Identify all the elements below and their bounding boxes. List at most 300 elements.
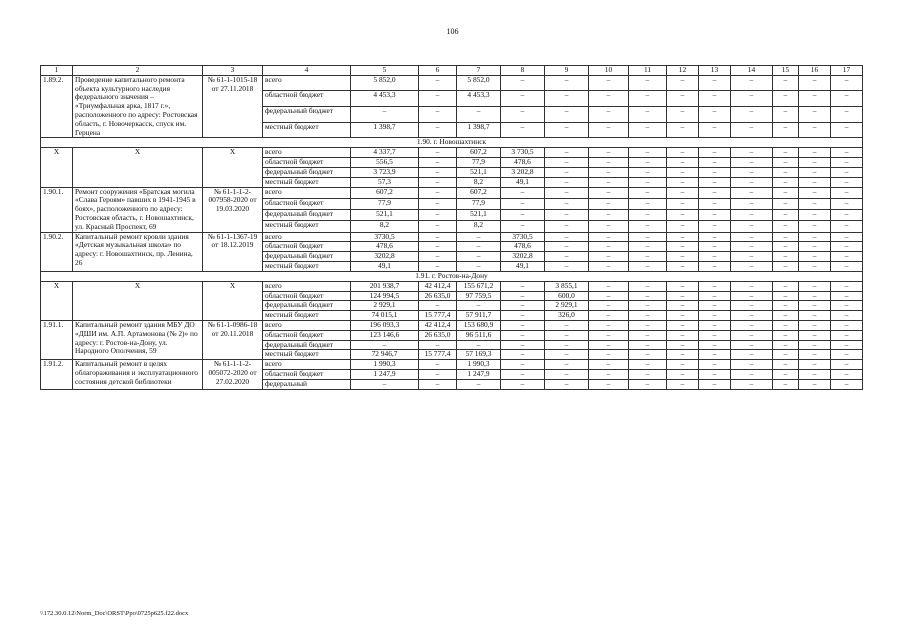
funding-source: федеральный бюджет [263,210,351,221]
value-cell: – [545,221,589,232]
value-cell: 5 852,0 [351,75,419,91]
value-cell: – [731,167,773,177]
value-cell: 57,3 [351,177,419,187]
value-cell: – [589,232,629,242]
funding-source: местный бюджет [263,350,351,360]
value-cell: – [351,379,419,389]
value-cell: – [545,320,589,330]
value-cell: 72 946,7 [351,350,419,360]
value-cell: 2 929,1 [545,301,589,311]
value-cell: – [699,122,731,138]
value-cell: – [667,232,699,242]
value-cell: 2 929,1 [351,301,419,311]
value-cell: – [589,107,629,123]
value-cell: 4 453,3 [351,91,419,107]
value-cell: – [501,187,545,198]
value-cell: – [667,91,699,107]
funding-source: всего [263,320,351,330]
value-cell: – [545,252,589,262]
value-cell: – [699,91,731,107]
item-code: № 61-1-1-2-007958-2020 от 19.03.2020 [203,187,263,232]
value-cell: – [629,221,667,232]
funding-source: областной бюджет [263,330,351,340]
value-cell: 124 994,5 [351,291,419,301]
value-cell: – [629,167,667,177]
value-cell: – [773,301,799,311]
value-cell: – [831,122,863,138]
value-cell: – [457,242,501,252]
value-cell: 77,9 [457,158,501,168]
funding-source: местный бюджет [263,311,351,321]
value-cell: – [545,350,589,360]
value-cell: – [667,311,699,321]
value-cell: – [589,369,629,379]
value-cell: – [831,261,863,271]
value-cell: – [629,320,667,330]
value-cell: 57 169,3 [457,350,501,360]
value-cell: – [799,330,831,340]
value-cell: – [699,158,731,168]
item-code: Х [203,281,263,320]
value-cell: – [419,91,457,107]
value-cell: – [773,320,799,330]
value-cell: – [731,210,773,221]
value-cell: – [831,242,863,252]
value-cell: – [799,252,831,262]
table-row [41,148,863,158]
value-cell: – [501,369,545,379]
value-cell: – [629,91,667,107]
funding-source: областной бюджет [263,91,351,107]
value-cell: – [831,379,863,389]
value-cell: 607,2 [457,148,501,158]
column-number: 4 [263,66,351,76]
value-cell: – [457,107,501,123]
value-cell: – [731,301,773,311]
value-cell: – [831,107,863,123]
value-cell: – [699,330,731,340]
value-cell: – [501,350,545,360]
value-cell: – [773,330,799,340]
value-cell: – [699,379,731,389]
value-cell: – [545,198,589,209]
value-cell: – [629,301,667,311]
item-number: Х [41,281,73,320]
value-cell: – [831,232,863,242]
value-cell: – [799,340,831,350]
item-number: 1.91.1. [41,320,73,359]
value-cell: – [773,177,799,187]
value-cell: – [667,379,699,389]
value-cell: – [773,148,799,158]
value-cell: 153 680,9 [457,320,501,330]
value-cell: – [773,291,799,301]
value-cell: – [773,167,799,177]
item-name: Капитальный ремонт здания МБУ ДО «ДШИ им. А.П. Артамонова (№ 2)» по адресу: г. Ростов-на-Дону, ул. Народного Ополчения, 59 [73,320,203,359]
value-cell: – [667,198,699,209]
value-cell: 478,6 [501,242,545,252]
value-cell: – [731,221,773,232]
value-cell: – [667,252,699,262]
value-cell: – [589,221,629,232]
value-cell: 49,1 [501,261,545,271]
value-cell: 3730,5 [501,232,545,242]
value-cell: – [545,232,589,242]
value-cell: – [773,122,799,138]
item-number: 1.90.2. [41,232,73,271]
value-cell: 77,9 [351,198,419,209]
footer-path: \\172.30.0.12\Norm_Doc\ORST\Ppo\0725p625.f22.docx [40,610,189,617]
value-cell: – [799,210,831,221]
value-cell: – [773,311,799,321]
value-cell: – [699,281,731,291]
value-cell: – [629,122,667,138]
value-cell: – [831,167,863,177]
value-cell: – [731,198,773,209]
value-cell: 8,2 [457,221,501,232]
value-cell: – [457,252,501,262]
item-name: Капитальный ремонт кровли здания «Детская музыкальная школа» по адресу: г. Новошахтинск, пр. Ленина, 26 [73,232,203,271]
item-name: Проведение капитального ремонта объекта культурного наследия федерального значения – «Триумфальная арка, 1817 г.», расположенного по адресу: Ростовская область, г. Новочеркасск, спуск им. Герцена [73,75,203,138]
funding-source: всего [263,148,351,158]
value-cell: – [831,198,863,209]
value-cell: – [419,167,457,177]
value-cell: – [831,360,863,370]
value-cell: – [501,91,545,107]
value-cell: – [699,360,731,370]
value-cell: – [419,148,457,158]
table-row [41,187,863,198]
value-cell: – [831,320,863,330]
value-cell: – [589,158,629,168]
item-code: № 61-1-0986-18 от 20.11.2018 [203,320,263,359]
value-cell: – [589,379,629,389]
funding-source: местный бюджет [263,122,351,138]
value-cell: – [831,350,863,360]
funding-source: местный бюджет [263,221,351,232]
value-cell: – [667,242,699,252]
value-cell: – [799,379,831,389]
budget-table [40,65,863,390]
value-cell: – [667,360,699,370]
value-cell: – [545,148,589,158]
value-cell: – [699,311,731,321]
value-cell: – [773,369,799,379]
value-cell: – [629,148,667,158]
value-cell: 4 337,7 [351,148,419,158]
value-cell: – [667,330,699,340]
column-number: 7 [457,66,501,76]
value-cell: – [419,301,457,311]
column-number: 17 [831,66,863,76]
funding-source: областной бюджет [263,291,351,301]
value-cell: – [501,122,545,138]
value-cell: – [457,379,501,389]
value-cell: – [831,187,863,198]
value-cell: 15 777,4 [419,350,457,360]
value-cell: – [501,291,545,301]
value-cell: – [773,107,799,123]
value-cell: – [545,379,589,389]
item-name: Х [73,148,203,187]
value-cell: – [667,177,699,187]
value-cell: – [799,350,831,360]
value-cell: – [731,252,773,262]
value-cell: 478,6 [351,242,419,252]
value-cell: 49,1 [501,177,545,187]
value-cell: 1 398,7 [351,122,419,138]
value-cell: – [731,187,773,198]
value-cell: – [501,360,545,370]
funding-source: всего [263,232,351,242]
value-cell: – [799,311,831,321]
column-number: 10 [589,66,629,76]
value-cell: 478,6 [501,158,545,168]
funding-source: всего [263,360,351,370]
value-cell: – [501,340,545,350]
value-cell: 15 777,4 [419,311,457,321]
value-cell: – [799,177,831,187]
value-cell: – [773,158,799,168]
value-cell: – [667,301,699,311]
value-cell: – [629,281,667,291]
value-cell: – [501,107,545,123]
value-cell: – [629,350,667,360]
value-cell: 77,9 [457,198,501,209]
column-number: 2 [73,66,203,76]
value-cell: – [545,210,589,221]
value-cell: – [799,122,831,138]
value-cell: – [545,360,589,370]
value-cell: – [667,369,699,379]
item-name: Х [73,281,203,320]
column-number: 9 [545,66,589,76]
value-cell: – [589,210,629,221]
value-cell: – [545,158,589,168]
value-cell: – [419,158,457,168]
funding-source: федеральный [263,379,351,389]
value-cell: – [589,91,629,107]
value-cell: – [419,261,457,271]
value-cell: – [667,187,699,198]
value-cell: – [419,369,457,379]
value-cell: – [831,281,863,291]
value-cell: – [731,320,773,330]
value-cell: – [457,340,501,350]
value-cell: – [799,198,831,209]
value-cell: – [667,167,699,177]
value-cell: – [699,75,731,91]
value-cell: – [629,340,667,350]
value-cell: – [545,369,589,379]
value-cell: – [419,210,457,221]
item-name: Капитальный ремонт в целях облагораживания и эксплуатационного состояния детской библиотеки [73,360,203,389]
value-cell: – [667,122,699,138]
value-cell: – [667,107,699,123]
value-cell: – [831,148,863,158]
value-cell: – [799,75,831,91]
value-cell: – [699,198,731,209]
column-number: 13 [699,66,731,76]
value-cell: 3 855,1 [545,281,589,291]
value-cell: – [731,311,773,321]
value-cell: – [589,167,629,177]
column-number: 5 [351,66,419,76]
value-cell: – [419,232,457,242]
column-number: 3 [203,66,263,76]
value-cell: – [731,291,773,301]
funding-source: областной бюджет [263,369,351,379]
value-cell: – [799,91,831,107]
section-title: 1.91. г. Ростов-на-Дону [41,271,863,281]
value-cell: 607,2 [457,187,501,198]
value-cell: – [699,167,731,177]
value-cell: – [545,340,589,350]
column-number-row [41,66,863,76]
value-cell: – [831,221,863,232]
value-cell: – [799,360,831,370]
value-cell: – [629,75,667,91]
value-cell: 4 453,3 [457,91,501,107]
value-cell: – [589,291,629,301]
item-code: Х [203,148,263,187]
value-cell: – [629,379,667,389]
value-cell: 3730,5 [351,232,419,242]
value-cell: – [773,261,799,271]
value-cell: – [629,261,667,271]
value-cell: – [419,75,457,91]
value-cell: 521,1 [457,210,501,221]
value-cell: – [501,281,545,291]
value-cell: – [419,198,457,209]
value-cell: – [773,252,799,262]
value-cell: – [699,177,731,187]
value-cell: – [831,369,863,379]
item-number: 1.91.2. [41,360,73,389]
value-cell: – [545,261,589,271]
column-number: 12 [667,66,699,76]
value-cell: 57 911,7 [457,311,501,321]
value-cell: – [831,158,863,168]
table-row [41,360,863,370]
funding-source: областной бюджет [263,198,351,209]
value-cell: – [501,221,545,232]
value-cell: – [589,148,629,158]
value-cell: – [831,177,863,187]
value-cell: 521,1 [351,210,419,221]
value-cell: – [699,210,731,221]
value-cell: – [629,232,667,242]
value-cell: – [773,360,799,370]
item-code: № 61-1-1-2-005072-2020 от 27.02.2020 [203,360,263,389]
funding-source: местный бюджет [263,261,351,271]
value-cell: – [589,242,629,252]
value-cell: – [351,107,419,123]
item-code: № 61-1-1367-19 от 18.12.2019 [203,232,263,271]
column-number: 16 [799,66,831,76]
value-cell: – [731,122,773,138]
value-cell: – [545,75,589,91]
value-cell: – [589,198,629,209]
value-cell: – [457,301,501,311]
value-cell: – [351,340,419,350]
value-cell: – [731,369,773,379]
value-cell: – [731,242,773,252]
value-cell: – [419,379,457,389]
value-cell: – [667,148,699,158]
value-cell: – [831,291,863,301]
value-cell: 8,2 [457,177,501,187]
value-cell: – [831,252,863,262]
value-cell: – [773,75,799,91]
funding-source: областной бюджет [263,158,351,168]
column-number: 6 [419,66,457,76]
value-cell: – [501,210,545,221]
funding-source: местный бюджет [263,177,351,187]
value-cell: 8,2 [351,221,419,232]
value-cell: – [667,261,699,271]
value-cell: – [799,221,831,232]
value-cell: – [773,242,799,252]
value-cell: 1 247,9 [457,369,501,379]
value-cell: – [731,158,773,168]
value-cell: – [799,167,831,177]
value-cell: 3202,8 [501,252,545,262]
value-cell: 600,0 [545,291,589,301]
column-number: 14 [731,66,773,76]
value-cell: – [831,210,863,221]
value-cell: – [699,221,731,232]
table-row [41,75,863,91]
value-cell: – [419,107,457,123]
value-cell: – [419,340,457,350]
value-cell: – [799,148,831,158]
value-cell: – [831,91,863,107]
value-cell: – [773,198,799,209]
value-cell: – [731,350,773,360]
value-cell: – [667,158,699,168]
value-cell: 326,0 [545,311,589,321]
value-cell: – [831,301,863,311]
value-cell: 1 990,3 [351,360,419,370]
funding-source: всего [263,281,351,291]
value-cell: – [589,261,629,271]
value-cell: – [731,340,773,350]
value-cell: – [589,177,629,187]
item-number: Х [41,148,73,187]
value-cell: 49,1 [351,261,419,271]
value-cell: – [629,177,667,187]
funding-source: всего [263,187,351,198]
value-cell: 74 015,1 [351,311,419,321]
value-cell: – [667,281,699,291]
value-cell: – [731,107,773,123]
value-cell: – [629,360,667,370]
page-number: 106 [446,27,459,36]
value-cell: – [545,107,589,123]
value-cell: – [731,148,773,158]
value-cell: – [501,301,545,311]
item-number: 1.89.2. [41,75,73,138]
value-cell: – [419,221,457,232]
value-cell: – [667,210,699,221]
value-cell: – [589,350,629,360]
value-cell: – [699,187,731,198]
section-row [41,271,863,281]
value-cell: – [419,122,457,138]
value-cell: – [699,148,731,158]
item-number: 1.90.1. [41,187,73,232]
